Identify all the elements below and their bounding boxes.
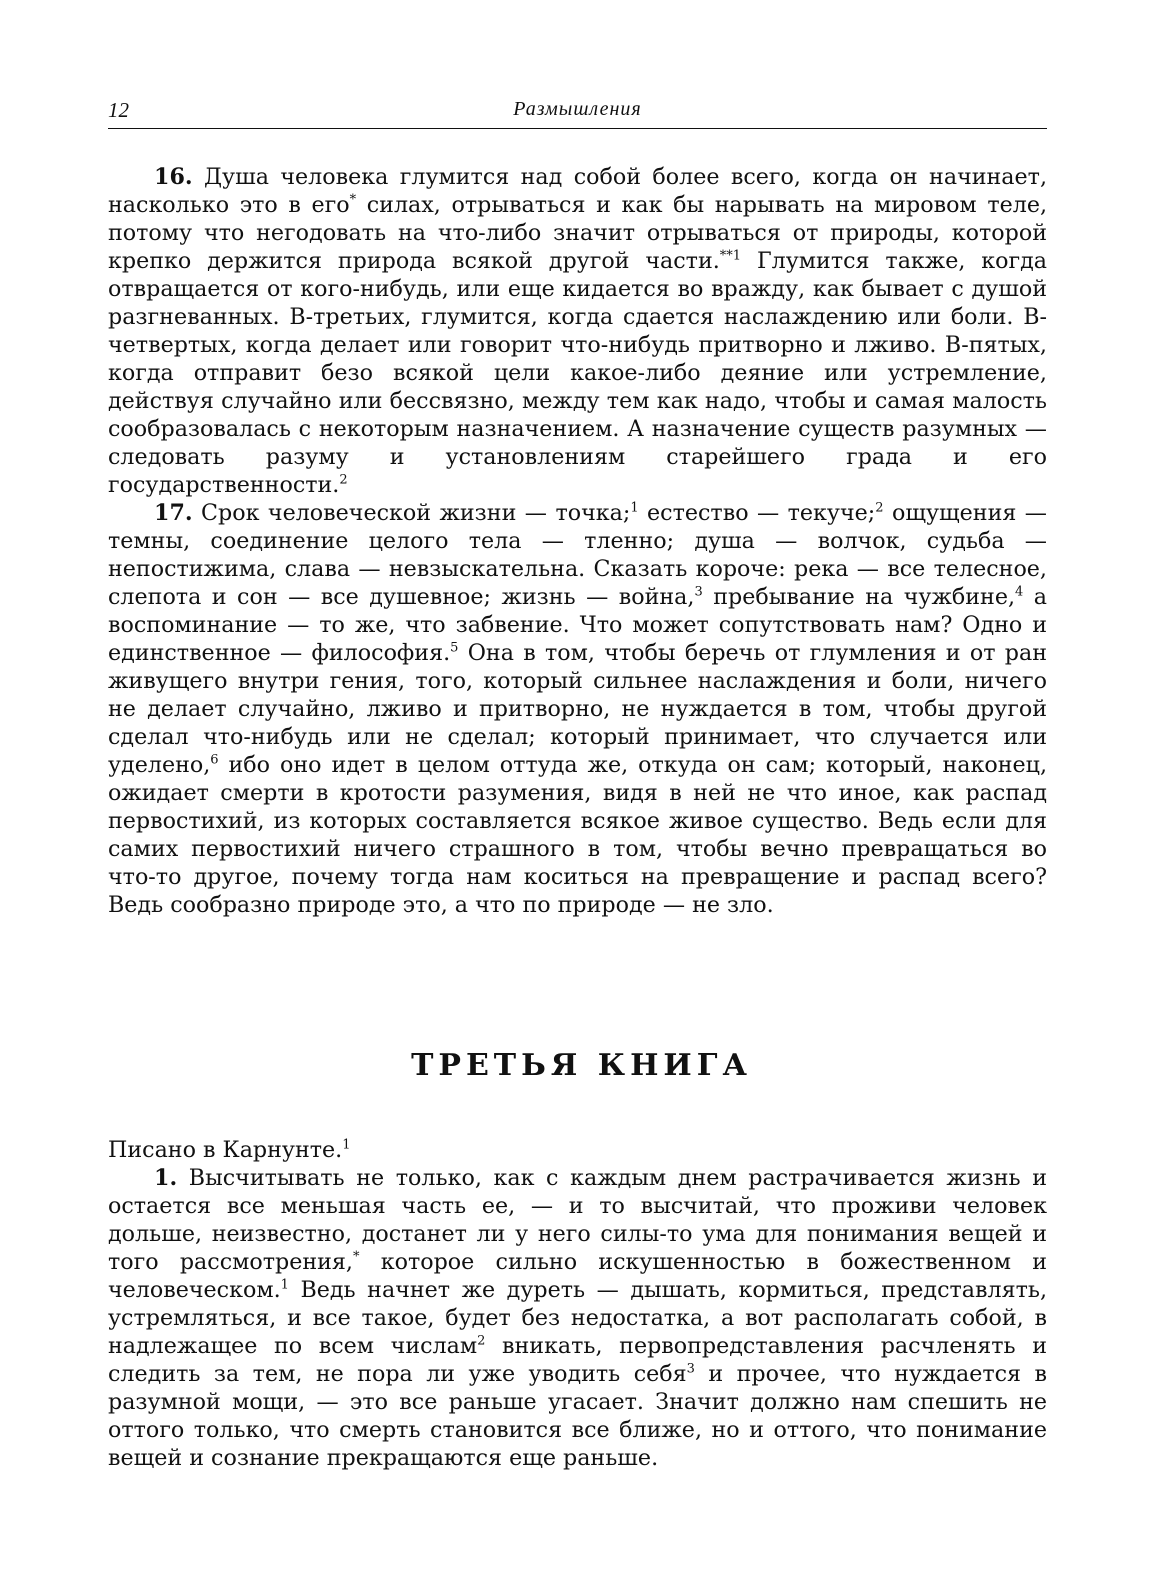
section-text: Глумится также, когда отвращается от кого-нибудь, или еще кидается во вражду, как бывает с душой разгневанных. В-третьих, глумится, когда сдается наслаждению или боли. В-четвертых, когда делает или говорит что-нибудь притворно и лживо. В-пятых, когда отправит безо всякой цели какое-либо деяние или устремление, действуя случайно или бессвязно, между тем как надо, чтобы и самая малость сообразовалась с некоторым назначением. А назначение существ разумных — следовать разуму и установлениям старейшего града и его государственности. bbox=[108, 248, 1048, 498]
footnote-ref: 1 bbox=[280, 1277, 289, 1293]
footnote-ref: 6 bbox=[210, 752, 219, 768]
page-header bbox=[108, 98, 1047, 129]
footnote-ref: 2 bbox=[477, 1333, 486, 1349]
section-text: Высчитывать не только, как с каждым днем растрачивается жизнь и остается все меньшая часть ее, — и то высчитай, что проживи человек дольше, неизвестно, достанет ли у него силы-то ума для понимания вещей и того рассмотрения, bbox=[108, 1165, 1047, 1275]
section-text: вникать, первопредставления расчленять и следить за тем, не пора ли уже уводить себя bbox=[108, 1333, 1047, 1387]
section-text: Душа человека глумится над собой более всего, когда он начинает, насколько это в его bbox=[108, 164, 1047, 218]
section-text: Ведь начнет же дуреть — дышать, кормиться, представлять, устремляться, и все такое, будет без недостатка, а вот располагать собой, в надлежащее по всем числам bbox=[108, 1277, 1047, 1359]
main-text-block bbox=[108, 163, 1047, 919]
book-title: ТРЕТЬЯ КНИГА bbox=[411, 1048, 752, 1083]
section-text: а воспоминание — то же, что забвение. Что может сопутствовать нам? Одно и единственное — философия. bbox=[108, 584, 1047, 666]
section-text: естество — текуче; bbox=[638, 500, 876, 526]
page-number: 12 bbox=[108, 98, 129, 122]
asterisk-mark: * bbox=[349, 192, 357, 208]
footnote-ref: 1 bbox=[342, 1137, 351, 1153]
footnote-ref: 1 bbox=[630, 500, 639, 516]
book3-text-block bbox=[108, 1136, 1047, 1472]
running-title: Размышления bbox=[513, 98, 642, 120]
section-number: 1. bbox=[154, 1165, 178, 1191]
asterisk-mark: * bbox=[353, 1249, 360, 1265]
footnote-ref: 4 bbox=[1015, 584, 1024, 600]
section-number: 17. bbox=[154, 500, 193, 526]
book3-section-1 bbox=[108, 1164, 1047, 1472]
section-text: Она в том, чтобы беречь от глумления и от ран живущего внутри гения, того, который сильнее наслаждения и боли, ничего не делает случайно, лживо и притворно, не нуждается в том, чтобы другой сделал что-нибудь или не сделал; который принимает, что случается или уделено, bbox=[108, 640, 1047, 778]
section-text: ощущения — темны, соединение целого тела — тленно; душа — волчок, судьба — непостижима, слава — невзыскательна. Сказать короче: река — все телесное, слепота и сон — все душевное; жизнь — война, bbox=[108, 500, 1047, 610]
asterisk-mark: ** bbox=[719, 248, 733, 264]
section-16 bbox=[108, 163, 1047, 499]
footnote-ref: 5 bbox=[450, 640, 459, 656]
section-text: которое сильно искушенностью в божественном и человеческом. bbox=[108, 1249, 1047, 1303]
footnote-ref: 1 bbox=[732, 248, 742, 264]
footnote-ref: 2 bbox=[875, 500, 884, 516]
section-text: силах, отрываться и как бы нарывать на мировом теле, потому что негодовать на что-либо значит отрываться от природы, которой крепко держится природа всякой другой части. bbox=[108, 192, 1048, 274]
section-text: Срок человеческой жизни — точка; bbox=[192, 500, 631, 526]
section-number: 16. bbox=[154, 164, 193, 190]
footnote-ref: 3 bbox=[686, 1361, 695, 1377]
written-location bbox=[108, 1136, 1047, 1164]
section-17 bbox=[108, 499, 1047, 919]
section-text: пребывание на чужбине, bbox=[702, 584, 1016, 610]
footnote-ref: 3 bbox=[694, 584, 703, 600]
section-text: ибо оно идет в целом оттуда же, откуда он сам; который, наконец, ожидает смерти в кротости разумения, видя в ней не что иное, как распад первостихий, из которых составляется всякое живое существо. Ведь если для самих первостихий ничего страшного в том, чтобы вечно превращаться во что-то другое, почему тогда нам коситься на превращение и распад всего? Ведь сообразно природе это, а что по природе — не зло. bbox=[108, 752, 1047, 918]
section-text: и прочее, что нуждается в разумной мощи, — это все раньше угасает. Значит должно нам спешить не оттого только, что смерть становится все ближе, но и оттого, что понимание вещей и сознание прекращаются еще раньше. bbox=[108, 1361, 1047, 1471]
footnote-ref: 2 bbox=[339, 472, 348, 488]
written-text: Писано в Карнунте. bbox=[108, 1137, 343, 1163]
